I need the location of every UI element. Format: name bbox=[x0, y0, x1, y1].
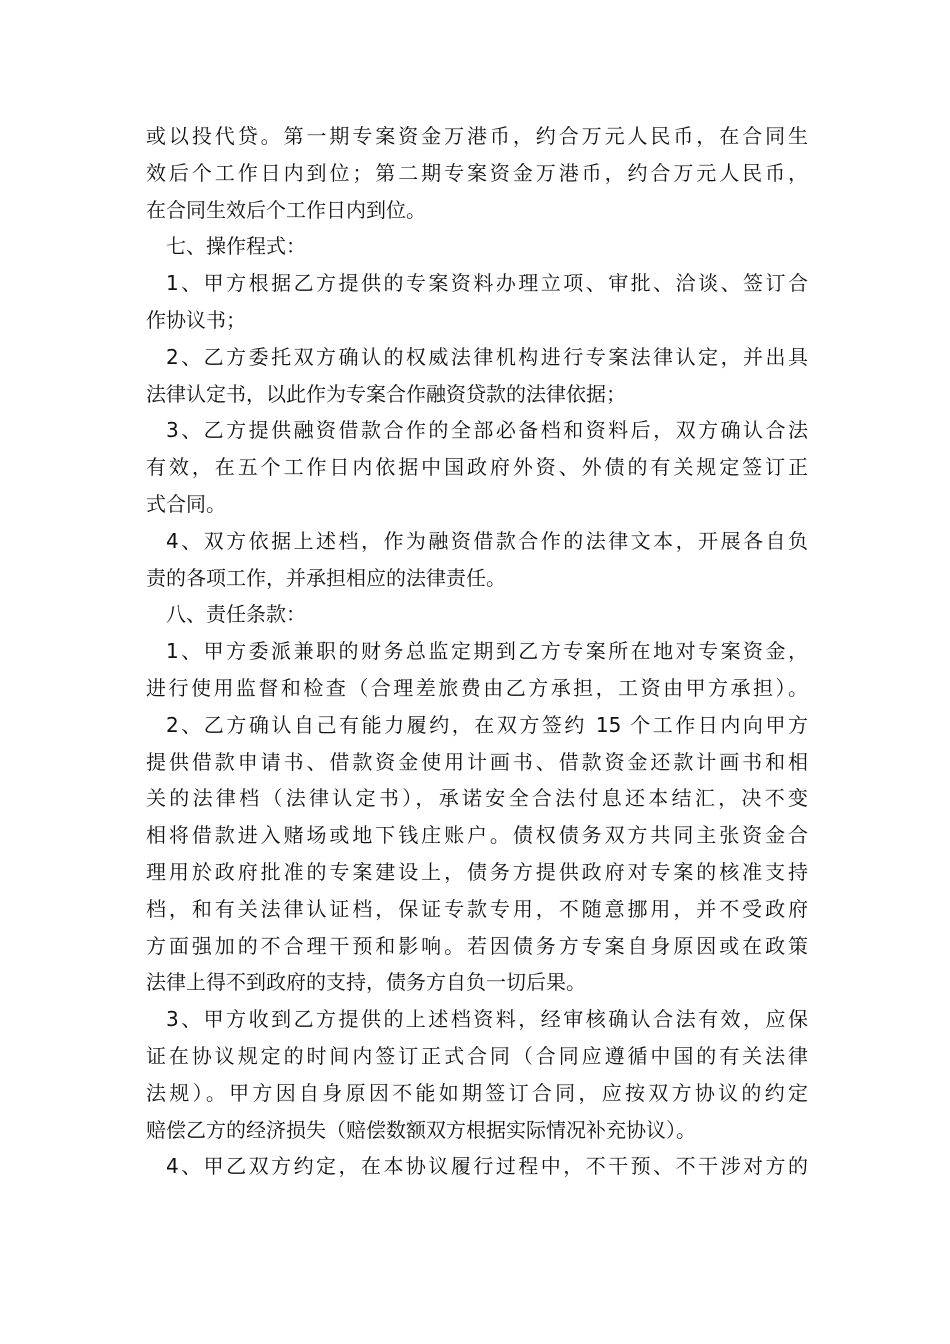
text-line: 法律上得不到政府的支持，债务方自负一切后果。 bbox=[146, 970, 586, 995]
text-line: 关的法律档（法律认定书），承诺安全合法付息还本结汇，决不变 bbox=[146, 786, 808, 811]
text-line: 式合同。 bbox=[146, 491, 226, 516]
text-line: 证在协议规定的时间内签订正式合同（合同应遵循中国的有关法律 bbox=[146, 1043, 808, 1068]
list-item-line: 3、乙方提供融资借款合作的全部必备档和资料后，双方确认合法 bbox=[166, 418, 808, 443]
text-line: 方面强加的不合理干预和影响。若因债务方专案自身原因或在政策 bbox=[146, 933, 808, 958]
list-item-line: 4、双方依据上述档，作为融资借款合作的法律文本，开展各自负 bbox=[166, 528, 808, 553]
text-line: 赔偿乙方的经济损失（赔偿数额双方根据实际情况补充协议）。 bbox=[146, 1117, 696, 1142]
text-line: 进行使用监督和检查（合理差旅费由乙方承担，工资由甲方承担）。 bbox=[146, 675, 808, 700]
text-line: 法规）。甲方因自身原因不能如期签订合同，应按双方协议的约定 bbox=[146, 1080, 808, 1105]
text-line: 作协议书； bbox=[146, 307, 246, 332]
text-line: 提供借款申请书、借款资金使用计画书、借款资金还款计画书和相 bbox=[146, 749, 808, 774]
text-line: 在合同生效后个工作日内到位。 bbox=[146, 197, 426, 222]
text-line: 理用於政府批准的专案建设上，债务方提供政府对专案的核准支持 bbox=[146, 859, 808, 884]
text-line: 或以投代贷。第一期专案资金万港币，约合万元人民币，在合同生 bbox=[146, 124, 808, 148]
text-line: 有效，在五个工作日内依据中国政府外资、外债的有关规定签订正 bbox=[146, 455, 808, 480]
text-line: 责的各项工作，并承担相应的法律责任。 bbox=[146, 565, 506, 590]
list-item-line: 1、甲方委派兼职的财务总监定期到乙方专案所在地对专案资金， bbox=[166, 639, 808, 664]
list-item-line: 2、乙方确认自己有能力履约，在双方签约 15 个工作日内向甲方 bbox=[166, 712, 808, 737]
text-line: 法律认定书，以此作为专案合作融资贷款的法律依据； bbox=[146, 381, 626, 406]
section-heading: 八、责任条款： bbox=[166, 602, 306, 627]
list-item-line: 4、甲乙双方约定，在本协议履行过程中，不干预、不干涉对方的 bbox=[166, 1154, 808, 1179]
list-item-line: 2、乙方委托双方确认的权威法律机构进行专案法律认定，并出具 bbox=[166, 344, 808, 369]
text-line: 相将借款进入赌场或地下钱庄账户。债权债务双方共同主张资金合 bbox=[146, 823, 808, 848]
list-item-line: 3、甲方收到乙方提供的上述档资料，经审核确认合法有效，应保 bbox=[166, 1007, 808, 1032]
document-body bbox=[146, 118, 808, 1185]
section-heading: 七、操作程式： bbox=[166, 234, 306, 259]
list-item-line: 1、甲方根据乙方提供的专案资料办理立项、审批、洽谈、签订合 bbox=[166, 271, 808, 296]
text-line: 档，和有关法律认证档，保证专款专用，不随意挪用，并不受政府 bbox=[146, 896, 808, 921]
text-line: 效后个工作日内到位；第二期专案资金万港币，约合万元人民币， bbox=[146, 160, 808, 185]
